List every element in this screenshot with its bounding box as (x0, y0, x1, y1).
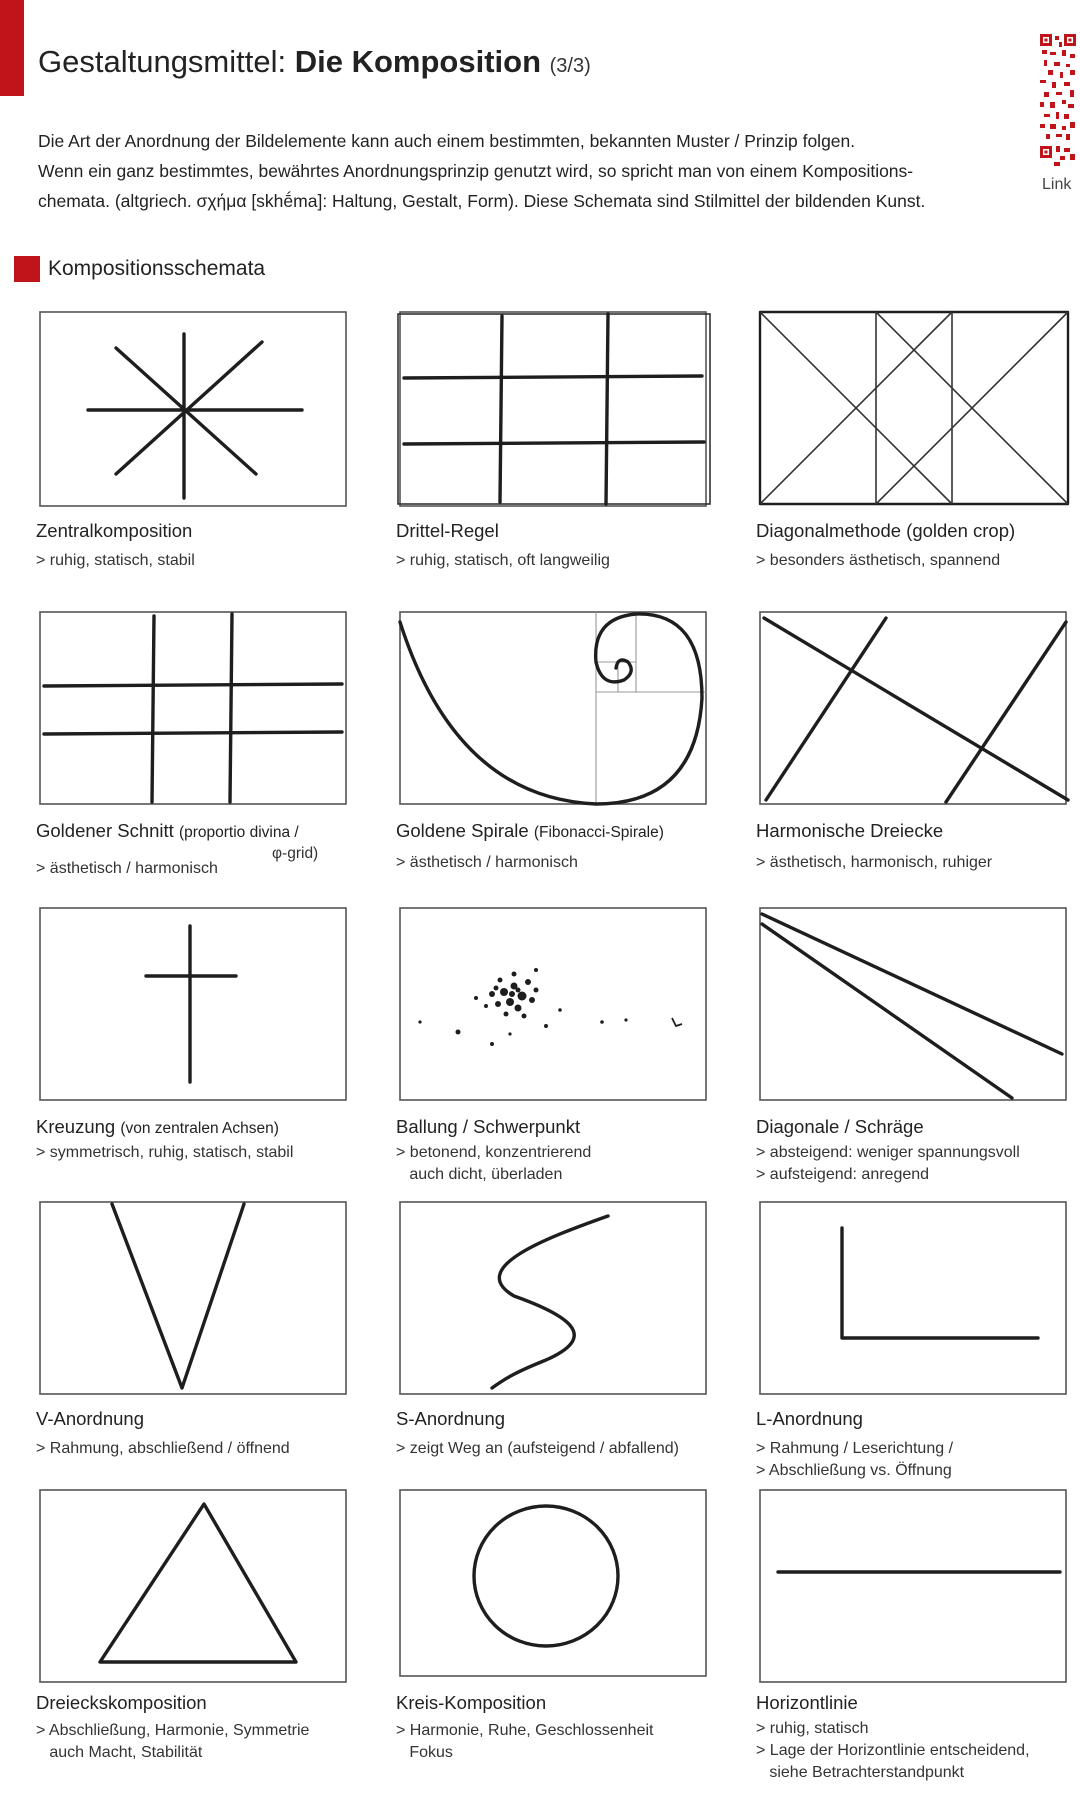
schema-title: Zentralkomposition (36, 520, 193, 541)
title-prefix: Gestaltungsmittel: (38, 44, 287, 79)
schema-title: Horizontlinie (756, 1692, 858, 1713)
schema-description: > Abschließung, Harmonie, Symmetrie auch Macht, Stabilität (36, 1722, 310, 1761)
schema-title: Drittel-Regel (396, 520, 499, 541)
page-title (38, 44, 591, 80)
schema-note-continuation: φ-grid) (272, 845, 319, 862)
harmonic-triangles-sketch (756, 608, 1076, 808)
schema-description: > betonend, konzentrierend auch dicht, überladen (396, 1144, 592, 1183)
schema-title: Ballung / Schwerpunkt (396, 1116, 581, 1137)
horizon-line-sketch (756, 1486, 1076, 1686)
schema-title: V-Anordnung (36, 1408, 145, 1429)
schema-description: > Harmonie, Ruhe, Geschlossenheit Fokus (396, 1722, 654, 1761)
qr-link-label[interactable]: Link (1042, 176, 1072, 193)
schema-description: > ruhig, statisch, oft langweilig (396, 552, 610, 569)
schema-description: > ästhetisch, harmonisch, ruhiger (756, 854, 993, 871)
circle-sketch (396, 1486, 716, 1686)
red-accent-tab (0, 0, 24, 96)
section-header (14, 254, 265, 284)
schema-description: > besonders ästhetisch, spannend (756, 552, 1001, 569)
title-bold: Die Komposition (294, 44, 542, 79)
intro-text (38, 126, 1028, 216)
intro-line-3: chemata. (altgriech. σχήμα [skhḗma]: Haltung, Gestalt, Form). Diese Schemata sind Stilmittel der bildenden Kunst. (38, 191, 926, 211)
schema-description: > absteigend: weniger spannungsvoll > aufsteigend: anregend (756, 1144, 1020, 1183)
section-title: Kompositionsschemata (48, 257, 266, 280)
triangle-sketch (36, 1486, 356, 1686)
schema-title: Goldener Schnitt (proportio divina / (36, 820, 299, 841)
schema-title: Diagonalmethode (golden crop) (756, 520, 1016, 541)
diagonal-method-sketch (756, 308, 1076, 508)
golden-spiral-sketch (396, 608, 716, 808)
schema-title: Harmonische Dreiecke (756, 820, 944, 841)
schema-description: > zeigt Weg an (aufsteigend / abfallend) (396, 1440, 679, 1457)
cluster-sketch (396, 904, 716, 1104)
schema-title: Dreieckskomposition (36, 1692, 207, 1713)
intro-line-2: Wenn ein ganz bestimmtes, bewährtes Anordnungsprinzip genutzt wird, so spricht man von einem Kompositions- (38, 161, 914, 181)
title-page-indicator: (3/3) (549, 55, 591, 77)
schema-description: > ruhig, statisch, stabil (36, 552, 195, 569)
qr-code-icon[interactable] (1040, 34, 1076, 168)
schema-description: > ruhig, statisch > Lage der Horizontlinie entscheidend, siehe Betrachterstandpunkt (756, 1720, 1030, 1781)
s-shape-sketch (396, 1198, 716, 1398)
schema-description: > symmetrisch, ruhig, statisch, stabil (36, 1144, 294, 1161)
intro-line-1: Die Art der Anordnung der Bildelemente kann auch einem bestimmten, bekannten Muster / Prinzip folgen. (38, 131, 856, 151)
schema-title: Diagonale / Schräge (756, 1116, 924, 1137)
schema-description: > ästhetisch / harmonisch (36, 860, 218, 877)
schema-title: Kreis-Komposition (396, 1692, 547, 1713)
l-shape-sketch (756, 1198, 1076, 1398)
schema-description: > ästhetisch / harmonisch (396, 854, 578, 871)
cross-sketch (36, 904, 356, 1104)
schema-title: Kreuzung (von zentralen Achsen) (36, 1116, 279, 1137)
schema-description: > Rahmung, abschließend / öffnend (36, 1440, 290, 1457)
central-star-sketch (36, 308, 356, 508)
golden-ratio-grid-sketch (36, 608, 356, 808)
diagonal-slant-sketch (756, 904, 1076, 1104)
rule-of-thirds-sketch (396, 308, 716, 508)
schema-title: S-Anordnung (396, 1408, 506, 1429)
schema-description: > Rahmung / Leserichtung / > Abschließung vs. Öffnung (756, 1440, 954, 1479)
v-shape-sketch (36, 1198, 356, 1398)
section-marker-icon (14, 256, 40, 282)
schema-title: Goldene Spirale (Fibonacci-Spirale) (396, 820, 664, 841)
schema-title: L-Anordnung (756, 1408, 863, 1429)
